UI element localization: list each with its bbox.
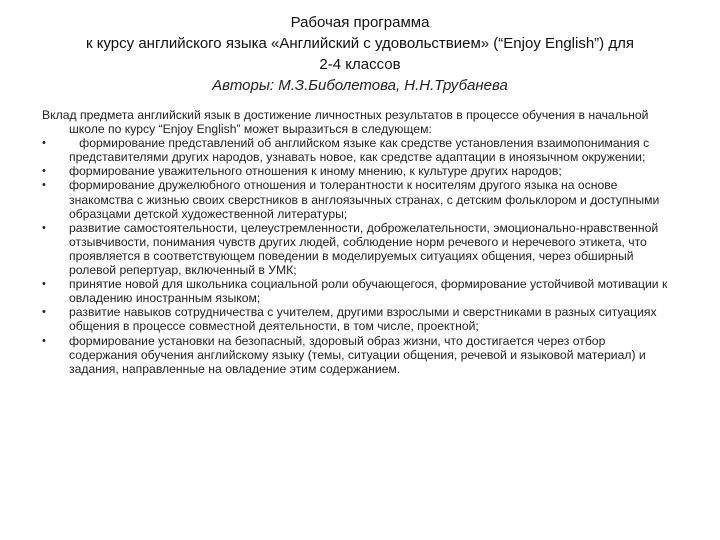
content-body xyxy=(42,108,672,376)
bullet-list xyxy=(42,136,672,376)
bullet-icon: • xyxy=(42,278,46,291)
bullet-item xyxy=(42,277,672,305)
bullet-text: принятие новой для школьника социальной роли обучающегося, формирование устойчивой мотивации к овладению иностранным языком; xyxy=(69,277,668,306)
title-line-3: 2-4 классов xyxy=(319,56,401,73)
bullet-icon: • xyxy=(42,306,46,319)
bullet-text: формирование уважительного отношения к иному мнению, к культуре других народов; xyxy=(69,164,562,179)
header xyxy=(30,12,690,96)
bullet-icon: • xyxy=(42,334,46,347)
bullet-icon: • xyxy=(42,179,46,192)
intro-paragraph: Вклад предмета английский язык в достижение личностных результатов в процессе обучения в начальной школе по курсу “Enjoy English” может выразиться в следующем: xyxy=(42,108,649,137)
title-line-1: Рабочая программа xyxy=(290,14,430,31)
bullet-item xyxy=(42,136,672,164)
title-line-2: к курсу английского языка «Английский с удовольствием» (“Enjoy English”) для xyxy=(86,35,634,52)
bullet-text: формирование дружелюбного отношения и толерантности к носителям другого языка на основе знакомства с жизнью своих сверстников в англоязычных странах, с детским фольклором и доступными образцами детской художественной литературы; xyxy=(69,178,660,221)
bullet-text: формирование установки на безопасный, здоровый образ жизни, что достигается через отбор содержания обучения английскому языку (темы, ситуации общения, речевой и языковой материал) и задания, направленные на овладение этим содержанием. xyxy=(69,333,646,376)
authors: Авторы: М.З.Биболетова, Н.Н.Трубанева xyxy=(212,77,508,94)
bullet-item xyxy=(42,305,672,333)
bullet-item xyxy=(42,221,672,277)
bullet-icon: • xyxy=(42,137,46,150)
bullet-text: развитие навыков сотрудничества с учителем, другими взрослыми и сверстниками в разных ситуациях общения в процессе совместной деятельности, в том числе, проектной; xyxy=(69,305,657,334)
bullet-text: формирование представлений об английском языке как средстве установления взаимопонимания с представителями других народов, узнавать новое, как средстве адаптации в иноязычном окружении; xyxy=(69,136,653,165)
bullet-icon: • xyxy=(42,221,46,234)
bullet-item xyxy=(42,178,672,220)
bullet-item xyxy=(42,334,672,376)
bullet-item xyxy=(42,164,672,178)
bullet-icon: • xyxy=(42,165,46,178)
bullet-text: развитие самостоятельности, целеустремленности, доброжелательности, эмоционально-нравственной отзывчивости, понимания чувств других людей, соблюдение норм речевого и неречевого этикета, что проявляется в соответствующем поведении в моделируемых ситуациях общения, через обширный ролевой репертуар, включенный в УМК; xyxy=(69,220,659,278)
